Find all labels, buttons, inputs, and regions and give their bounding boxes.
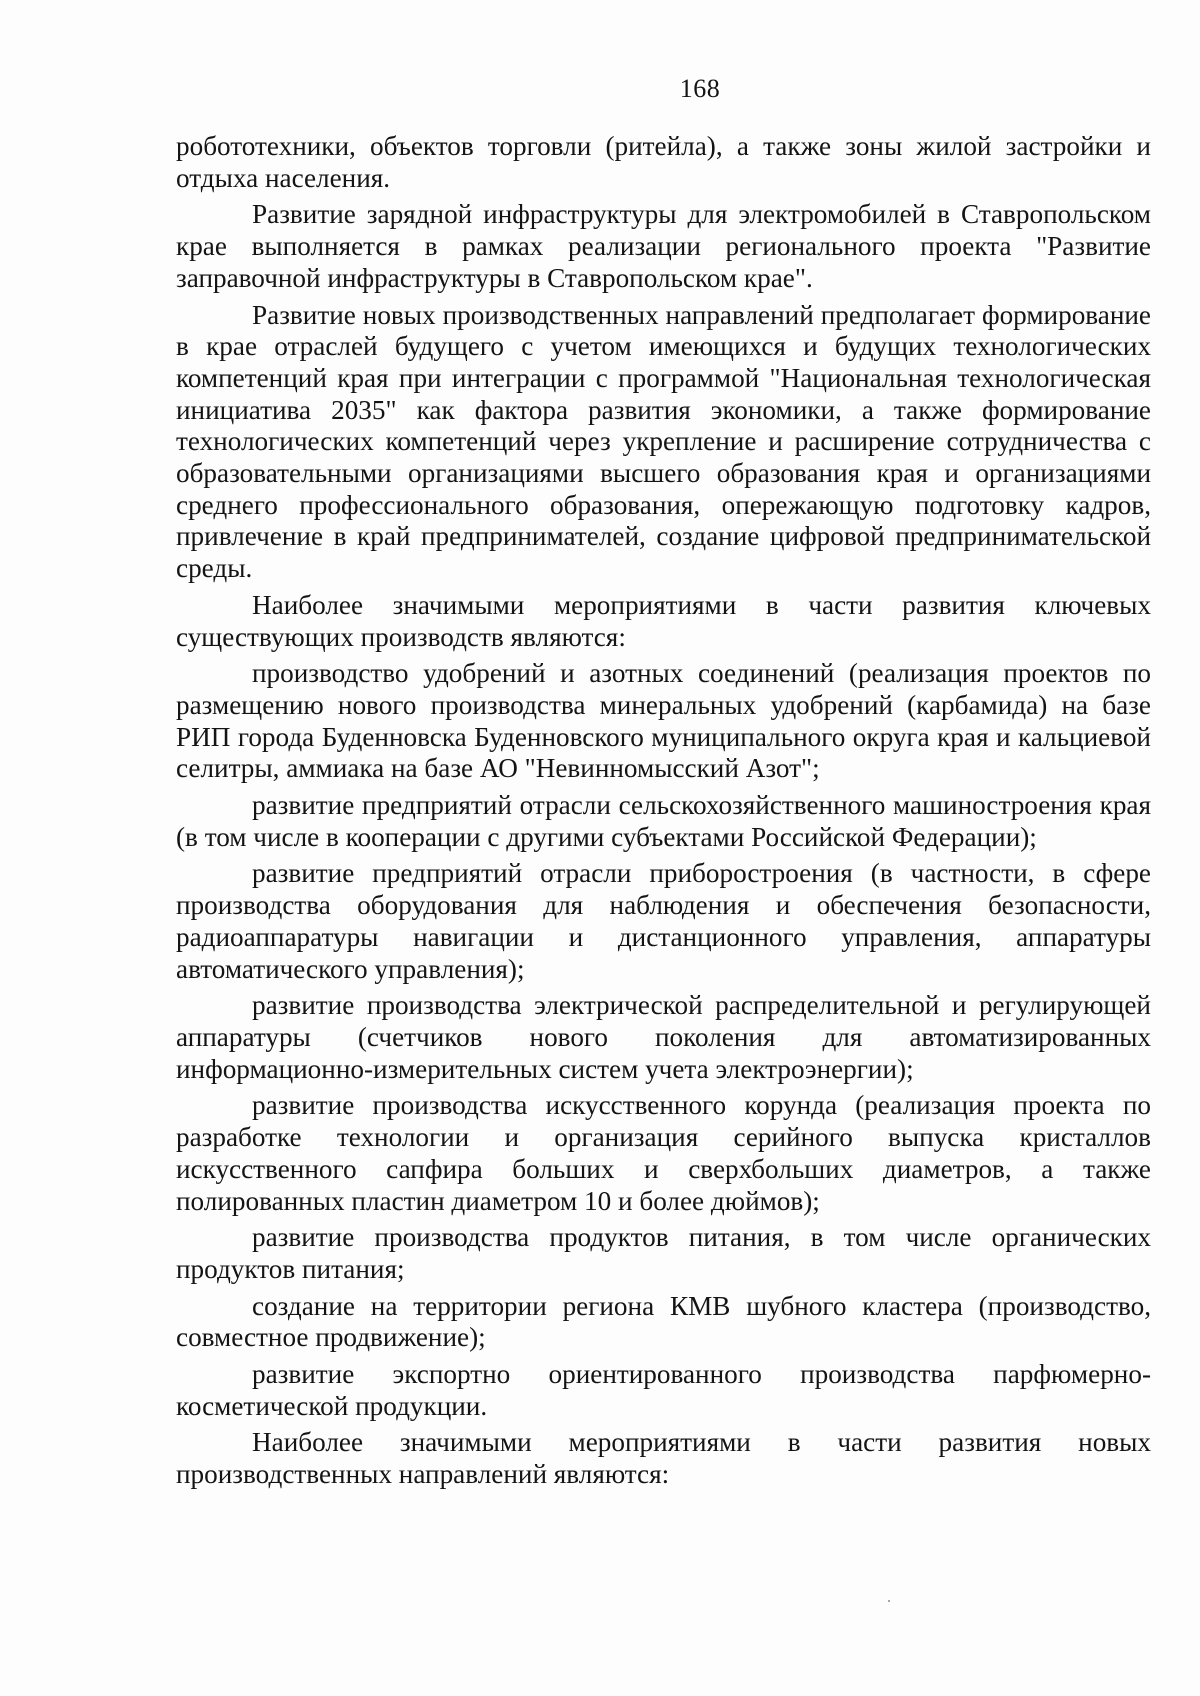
list-item-electrical-equipment: развитие производства электрической распределительной и регулирующей аппаратуры (счетчиков нового поколения для автоматизированных информационно-измерительных систем учета электроэнергии);: [176, 990, 1151, 1084]
list-item-instrument-engineering: развитие предприятий отрасли приборостроения (в частности, в сфере производства оборудования для наблюдения и обеспечения безопасности, радиоаппаратуры навигации и дистанционного управления, аппаратуры автоматического управления);: [176, 858, 1151, 984]
list-item-fur-cluster: создание на территории региона КМВ шубного кластера (производство, совместное продвижение);: [176, 1290, 1151, 1353]
list-item-agricultural-machinery: развитие предприятий отрасли сельскохозяйственного машиностроения края (в том числе в кооперации с другими субъектами Российской Федерации);: [176, 790, 1151, 852]
list-item-food-products: развитие производства продуктов питания, в том числе органических продуктов питания;: [176, 1222, 1151, 1284]
page-number: 168: [679, 74, 721, 103]
paragraph-charging-infrastructure: Развитие зарядной инфраструктуры для электромобилей в Ставропольском крае выполняется в рамках реализации регионального проекта "Развитие заправочной инфраструктуры в Ставропольском крае".: [176, 199, 1151, 293]
scan-speck: [888, 1600, 890, 1602]
paragraph-new-production-directions: Развитие новых производственных направлений предполагает формирование в крае отраслей будущего с учетом имеющихся и будущих технологических компетенций края при интеграции с программой "Национальная технологическая инициатива 2035" как фактора развития экономики, а также формирование технологических компетенций через укрепление и расширение сотрудничества с образовательными организациями высшего образования края и организациями среднего профессионального образования, опережающую подготовку кадров, привлечение в край предпринимателей, создание цифровой предпринимательской среды.: [176, 299, 1151, 584]
paragraph-robotics-continuation: робототехники, объектов торговли (ритейла), а также зоны жилой застройки и отдыха населения.: [176, 131, 1151, 193]
list-item-perfume-cosmetics: развитие экспортно ориентированного производства парфюмерно-косметической продукции.: [176, 1359, 1151, 1421]
list-item-artificial-corundum: развитие производства искусственного корунда (реализация проекта по разработке технологии и организация серийного выпуска кристаллов искусственного сапфира больших и сверхбольших диаметров, а также полированных пластин диаметром 10 и более дюймов);: [176, 1090, 1151, 1216]
document-body: [176, 131, 1151, 1491]
paragraph-new-directions-intro: Наиболее значимыми мероприятиями в части развития новых производственных направлений являются:: [176, 1427, 1151, 1490]
list-item-fertilizers: производство удобрений и азотных соединений (реализация проектов по размещению нового производства минеральных удобрений (карбамида) на базе РИП города Буденновска Буденновского муниципального округа края и кальциевой селитры, аммиака на базе АО "Невинномысский Азот";: [176, 658, 1151, 784]
paragraph-key-existing-production-intro: Наиболее значимыми мероприятиями в части развития ключевых существующих производств являются:: [176, 589, 1151, 652]
